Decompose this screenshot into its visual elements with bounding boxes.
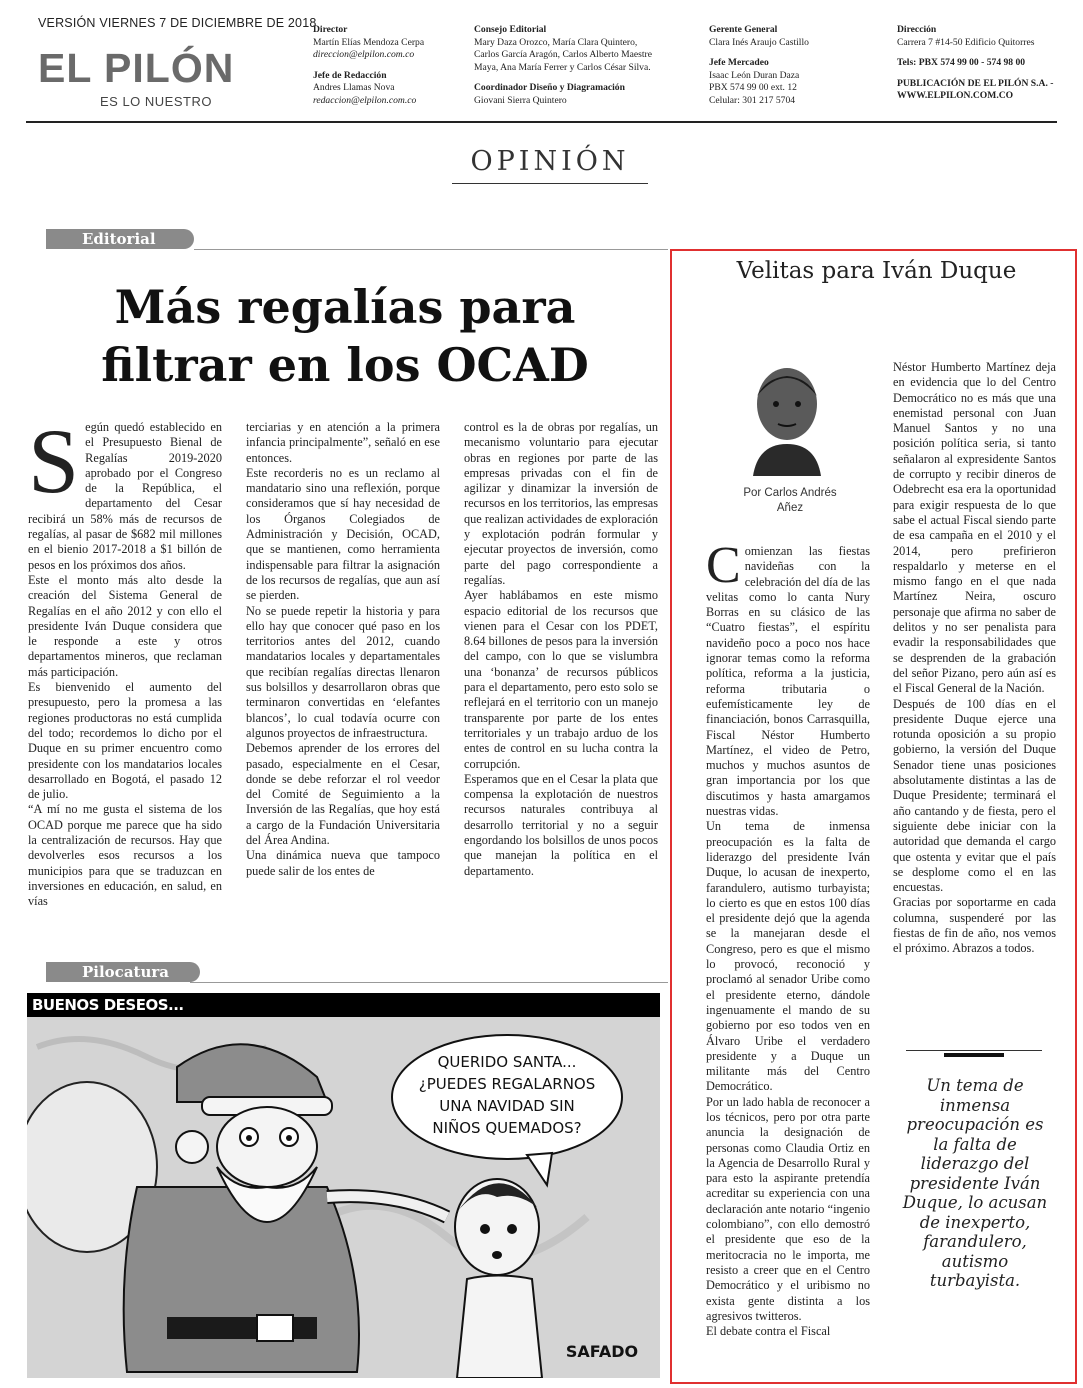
consejo-line: Carlos García Aragón, Carlos Alberto Maestre — [474, 49, 652, 61]
speech-line: QUERIDO SANTA... — [437, 1053, 577, 1071]
director-title: Director — [313, 24, 348, 35]
editorial-dropcap: S — [28, 410, 80, 512]
editorial-paragraph: Este el monto más alto desde la creación del Sistema General de Regalías en el año 2012 y con ello el presidente Iván Duque considera que le responde a este y otros departamentos mineros, que reclaman más participación. — [28, 572, 222, 679]
cartoon-signature: SAFADO — [565, 1342, 639, 1361]
edition-date: VERSIÓN VIERNES 7 DE DICIEMBRE DE 2018 — [38, 16, 317, 30]
editorial-column-3 — [464, 420, 658, 879]
author-photo — [748, 364, 826, 476]
opinion-paragraph: Gracias por soportarme en cada columna, suspenderé por las fiestas de fin de año, nos vemos el próximo. Abrazos a todos. — [893, 895, 1056, 956]
jefe-mercadeo-title: Jefe Mercadeo — [709, 57, 769, 69]
opinion-column-2 — [893, 360, 1056, 957]
editorial-tag-line — [194, 249, 668, 250]
jefe-mercadeo-cel: Celular: 301 217 5704 — [709, 94, 796, 106]
jefe-mercadeo-pbx: PBX 574 99 00 ext. 12 — [709, 82, 797, 94]
editorial-paragraph: “A mí no me gusta el sistema de los OCAD porque me parece que ha sido la centralización de recursos. Hay que devolverles esos recursos a los municipios para que se traduzcan en inversiones en educación, en salud, en vías — [28, 802, 222, 909]
jefe-redaccion-email[interactable]: redaccion@elpilon.com.co — [313, 94, 417, 106]
coordinador-name: Giovani Sierra Quintero — [474, 94, 567, 106]
newspaper-slogan: ES LO NUESTRO — [100, 94, 212, 109]
opinion-paragraph: Después de 100 días en el presidente Duque ejerce una rotunda oposición a su propio gobierno, la versión del Duque Senador tiene unas posiciones absolutamente distintas a las de Duque Presidente; terminará el año cantando y de fiesta, pero el siguiente debe iniciar con la autoridad que demanda el cargo que ostenta y evitar que el país se desplome como el en las encuestas. — [893, 696, 1056, 895]
publicacion-url[interactable]: WWW.ELPILON.COM.CO — [897, 90, 1014, 102]
editorial-paragraph: Debemos aprender de los errores del pasado, especialmente en el Cesar, donde se debe reforzar el rol veedor del Comité de Seguimiento a la Inversión de las Regalías, que hoy está a cargo de la Fundación Universitaria del Área Andina. — [246, 741, 440, 848]
editorial-paragraph: control es la de obras por regalías, un mecanismo voluntario para ejecutar obras en regiones por parte de las empresas privadas con el fin de agilizar y dinamizar la inversión de recursos en los territorios, las empresas que realizan actividades de exploración y explotación podrán formular y ejecutar proyectos de inversión, como parte del pago correspondiente a regalías. — [464, 420, 658, 587]
masthead-divider — [26, 121, 1057, 123]
opinion-dropcap: C — [706, 537, 741, 594]
speech-line: UNA NAVIDAD SIN — [439, 1097, 575, 1115]
cartoon — [27, 993, 660, 1378]
speech-line: ¿PUEDES REGALARNOS — [418, 1075, 596, 1093]
editorial-paragraph: Esperamos que en el Cesar la plata que compensa la explotación de nuestros recursos naturales contribuya al desarrollo territorial y no a seguir engordando los bolsillos de unos pocos que manejan la política en el departamento. — [464, 771, 658, 878]
headline-line: Más regalías para — [114, 280, 576, 334]
editorial-tag: Editorial — [46, 229, 194, 249]
section-rule — [452, 183, 648, 184]
gerente-title: Gerente General — [709, 24, 778, 35]
opinion-paragraph: El debate contra el Fiscal — [706, 1324, 831, 1339]
section-title: OPINIÓN — [470, 146, 630, 177]
editorial-headline — [40, 278, 650, 394]
coordinador-title: Coordinador Diseño y Diagramación — [474, 82, 625, 94]
masthead-direccion — [897, 24, 1067, 103]
cartoon-drawing — [27, 1017, 660, 1378]
author-byline: Por Carlos Andrés Añez — [743, 487, 837, 514]
consejo-title: Consejo Editorial — [474, 24, 547, 35]
pilocatura-tag: Pilocatura — [46, 962, 200, 982]
jefe-redaccion-title: Jefe de Redacción — [313, 69, 387, 81]
pullquote-rule-accent — [944, 1053, 1004, 1057]
editorial-paragraph: egún quedó establecido en el Presupuesto Bienal de Regalías 2019-2020 aprobado por el Congreso de la República, el departamento del Cesar recibirá un 58% más de recursos de regalías, al pasar de $682 mil millones en el bienio 2017-2018 a $1 billón de pesos en los próximos dos años. — [28, 420, 222, 572]
opinion-column-1 — [706, 537, 870, 1339]
pilocatura-tag-line — [190, 982, 668, 983]
editorial-paragraph: terciarias y en atención a la primera infancia principalmente”, señaló en ese entonces. — [246, 420, 440, 465]
cartoon-title: BUENOS DESEOS... — [32, 996, 184, 1014]
consejo-line: Mary Daza Orozco, María Clara Quintero, — [474, 36, 638, 48]
editorial-paragraph: Ayer hablábamos en este mismo espacio editorial de los recursos que vienen para el Cesar con los PDET, 8.64 billones de pesos para la inversión del campo, con lo que se vislumbra una ‘bonanza’ de recursos públicos para el departamento, pero esto solo se reflejará en el territorio con un manejo transparente por parte de los entes territoriales y un trabajo arduo de los entes de control en su lucha contra la corrupción. — [464, 588, 658, 771]
consejo-line: Maya, Ana María Ferrer y Carlos César Silva. — [474, 61, 651, 73]
masthead-director — [313, 24, 463, 108]
pullquote: Un tema de inmensa preocupación es la falta de liderazgo del presidente Iván Duque, lo acusan de inexperto, farandulero, autismo turbayista. — [902, 1076, 1048, 1290]
pullquote-rule — [906, 1050, 1042, 1051]
editorial-paragraph: Una dinámica nueva que tampoco puede salir de los entes de — [246, 848, 440, 878]
editorial-paragraph: No se puede repetir la historia y para ello hay que conocer qué paso en los territorios antes del 2012, cuando mandatarios locales y departamentales que recibían regalías directas llenaron sus bolsillos y desarrollaron obras que terminaron convertidas en ‘elefantes blancos’, lo cual todavía ocurre con algunos proyectos de infraestructura. — [246, 603, 440, 740]
editorial-paragraph: Es bienvenido el aumento del presupuesto, pero la promesa a las regiones productoras no está cumplida del todo; recordemos lo dicho por el Duque en su primer encuentro como presidente con los mandatarios locales desarrollado en Bogotá, el pasado 12 de julio. — [28, 680, 222, 802]
publicacion-line: PUBLICACIÓN DE EL PILÓN S.A. - — [897, 77, 1054, 89]
opinion-paragraph: Un tema de inmensa preocupación es la falta de liderazgo del presidente Iván Duque, lo acusan de inexperto, farandulero, autismo turbayista; lo cierto es que en estos 100 días el presidente dejó que la agenda se la manejaran desde el Congreso, pero es que el mismo lo provocó, reconoció y proclamó al senador Uribe como el presidente eterno, dándole ingenuamente el mando de su gobierno por eso todos ven en Álvaro Uribe el verdadero presidente y a Duque un militante más del Centro Democrático. — [706, 819, 870, 1094]
direccion-line: Carrera 7 #14-50 Edificio Quitorres — [897, 36, 1035, 48]
tels: Tels: PBX 574 99 00 - 574 98 00 — [897, 57, 1026, 69]
editorial-paragraph: Este recorderis no es un reclamo al mandatario sino una reflexión, porque consideramos que sí hay necesidad de los Órganos Colegiados de Administración y Decisión, OCAD, que se mantienen, como herramienta indispensable para filtrar la asignación de los recursos de regalías, que aun así se pierden. — [246, 465, 440, 603]
direccion-title: Dirección — [897, 24, 937, 35]
jefe-redaccion-name: Andres Llamas Nova — [313, 82, 395, 94]
editorial-column-2 — [246, 420, 440, 879]
opinion-paragraph: Por un lado habla de reconocer a los técnicos, pero por otra parte anuncia la designación de personas como Claudia Ortiz en la Agencia de Desarrollo Rural y para esto la aspirante pretendía acreditar su experiencia con una declaración ante notario “ingenio colombiano”, con ello demostró el presidente que eso de la meritocracia no le importa, me resisto a creer que en el Centro Democrático y el uribismo no exista gente distinta a los agresivos twitteros. — [706, 1094, 870, 1323]
jefe-mercadeo-name: Isaac León Duran Daza — [709, 69, 800, 81]
opinion-paragraph: omienzan las fiestas navideñas con la celebración del día de las velitas como lo canta Nury Borras en su clásico de las “Cuatro fiestas”, el espíritu navideño poco a poco nos hace ignorar temas como la reforma política, reforma a la justicia, reforma tributaria o eufemísticamente ley de financiación, bonos Carrasquilla, Fiscal Néstor Humberto Martínez, el video de Petro, muchos y muchos asuntos de gran importancia por los que discutimos y hasta amargamos nuestras vidas. — [706, 544, 870, 819]
speech-line: NIÑOS QUEMADOS? — [432, 1119, 582, 1137]
director-email[interactable]: direccion@elpilon.com.co — [313, 49, 415, 61]
opinion-title: Velitas para Iván Duque — [736, 258, 1017, 284]
director-name: Martín Elías Mendoza Cerpa — [313, 36, 425, 48]
masthead-consejo — [474, 24, 704, 108]
gerente-name: Clara Inés Araujo Castillo — [709, 36, 809, 48]
editorial-column-1 — [28, 410, 222, 910]
headline-line: filtrar en los OCAD — [101, 338, 589, 392]
masthead-gerencia — [709, 24, 889, 108]
opinion-paragraph: Néstor Humberto Martínez deja en evidencia que lo del Centro Democrático no es más que una enemistad personal con Juan Manuel Santos y no una posición política seria, si tanto señalaron al expresidente Santos de corrupto y recibir dineros de Odebrecht esa era la oportunidad para exigir respuesta de lo que sabe el actual Fiscal siendo parte de esa campaña en el 2010 y el 2014, pero prefirieron respaldarlo y meterse en el mismo fango en el que nada Martínez Neira, oscuro personaje que afirma no saber de delitos y no ser penalista para evadir la responsabilidades que se desprenden de la grabación del señor Pizano, pero aún así es el Fiscal General de la Nación. — [893, 360, 1056, 696]
newspaper-logo[interactable]: EL PILÓN — [38, 45, 235, 91]
